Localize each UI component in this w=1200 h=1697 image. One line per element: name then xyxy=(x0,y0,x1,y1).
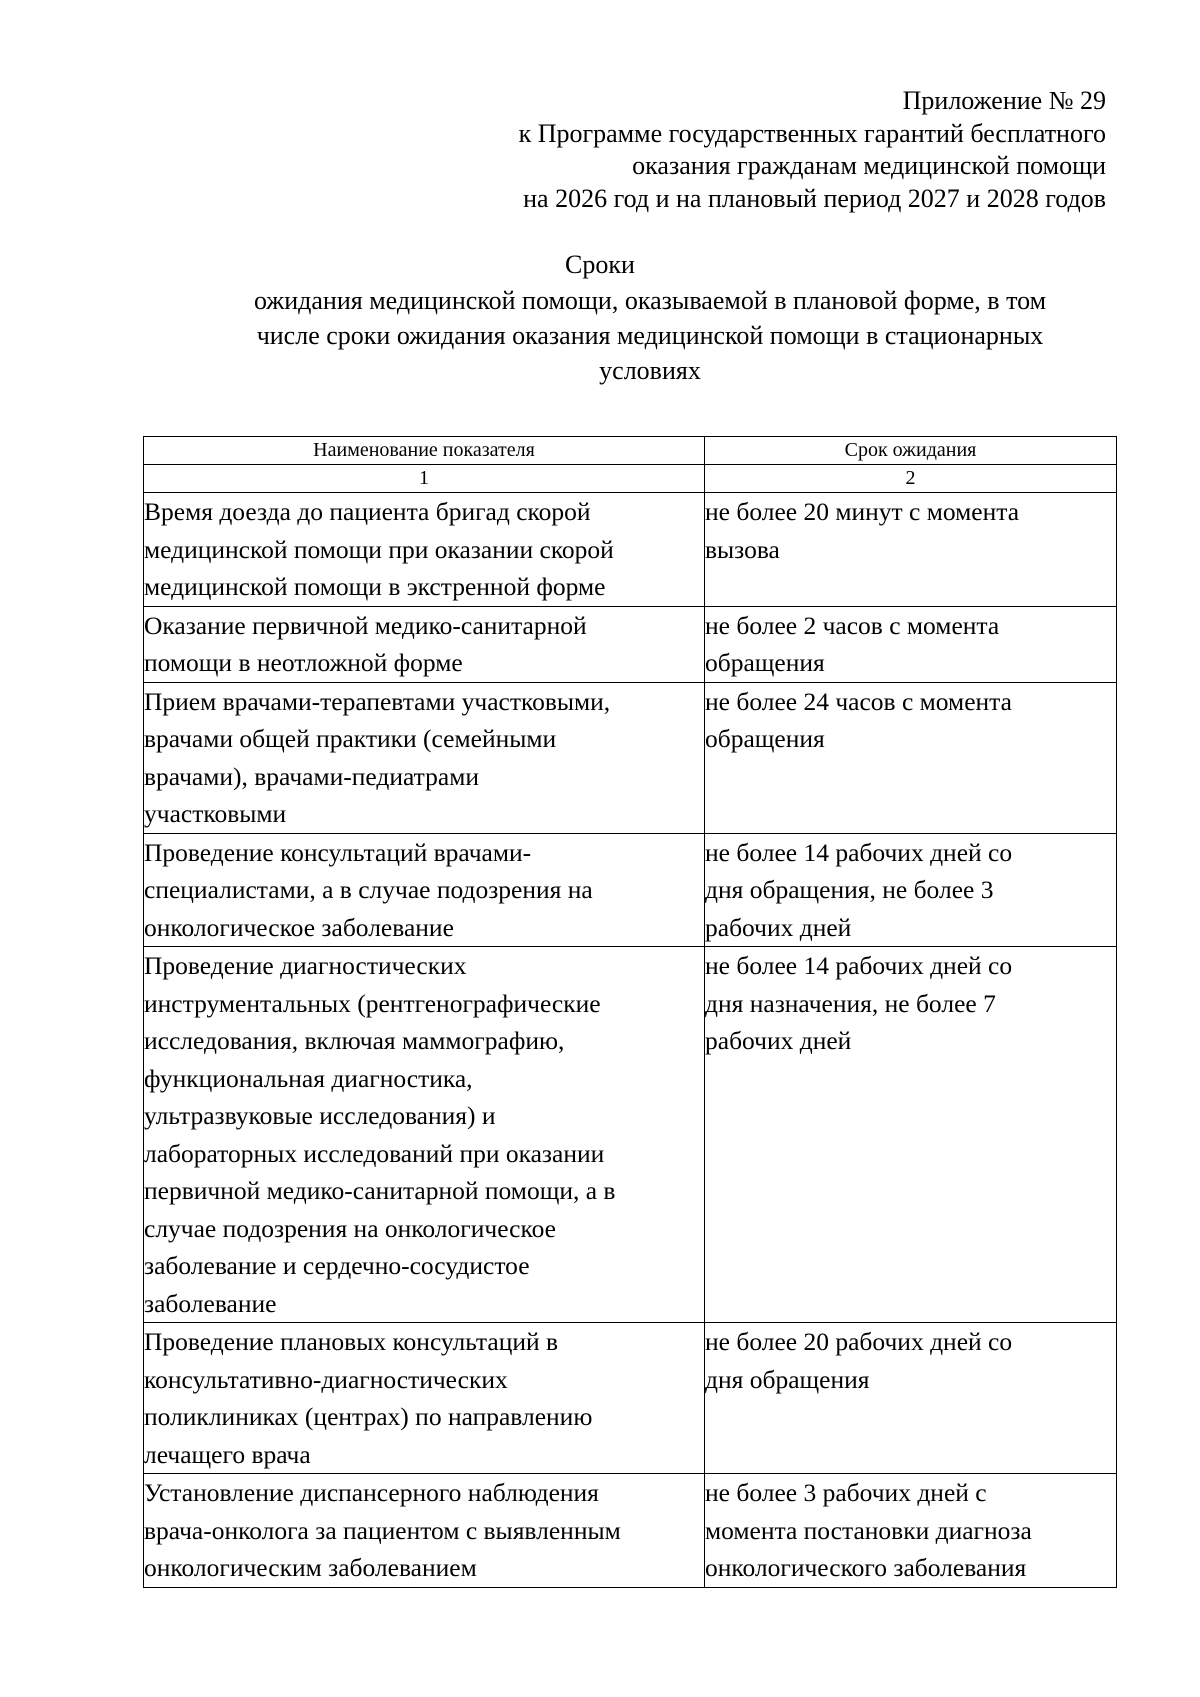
waiting-times-table xyxy=(143,436,1117,1588)
cell-line: функциональная диагностика, xyxy=(144,1063,473,1093)
appendix-reference-line-1: к Программе государственных гарантий бесплатного xyxy=(518,118,1106,148)
document-subtitle-line: условиях xyxy=(599,356,701,385)
indicator-cell xyxy=(144,1323,705,1474)
cell-line: дня обращения xyxy=(705,1364,870,1394)
document-subtitle-line: ожидания медицинской помощи, оказываемой в плановой форме, в том xyxy=(253,286,1047,315)
term-cell xyxy=(705,947,1117,1323)
cell-line: Проведение плановых консультаций в xyxy=(144,1327,559,1356)
term-cell xyxy=(705,1474,1117,1588)
indicator-cell xyxy=(144,947,705,1323)
header-indicator-name: Наименование показателя xyxy=(144,437,705,465)
column-number-2: 2 xyxy=(705,465,1117,493)
cell-line: помощи в неотложной форме xyxy=(144,648,463,677)
cell-line: медицинской помощи при оказании скорой xyxy=(144,534,614,564)
table-header-row xyxy=(144,437,1117,465)
cell-line: медицинской помощи в экстренной форме xyxy=(144,572,606,601)
cell-line: Проведение консультаций врачами- xyxy=(144,837,532,867)
cell-line: врачами общей практики (семейными xyxy=(144,724,557,753)
document-title: Сроки xyxy=(565,250,635,279)
term-cell xyxy=(705,833,1117,947)
document-subtitle xyxy=(200,283,1100,388)
cell-line: вызова xyxy=(705,534,780,564)
cell-line: консультативно-диагностических xyxy=(144,1364,508,1394)
cell-line: обращения xyxy=(705,724,825,753)
cell-line: исследования, включая маммографию, xyxy=(144,1026,565,1055)
indicator-cell xyxy=(144,493,705,607)
cell-line: момента постановки диагноза xyxy=(705,1515,1032,1545)
cell-line: не более 24 часов с момента xyxy=(705,686,1012,716)
cell-line: лабораторных исследований при оказании xyxy=(144,1138,605,1168)
cell-line: поликлиниках (центрах) по направлению xyxy=(144,1402,593,1431)
cell-line: онкологическое заболевание xyxy=(144,912,454,942)
cell-line: Оказание первичной медико-санитарной xyxy=(144,610,587,640)
appendix-reference-line-2: оказания гражданам медицинской помощи xyxy=(632,151,1106,180)
cell-line: Установление диспансерного наблюдения xyxy=(144,1478,599,1507)
appendix-header xyxy=(519,85,1106,215)
document-subtitle-line: числе сроки ожидания оказания медицинской помощи в стационарных xyxy=(256,321,1044,350)
cell-line: врачами), врачами-педиатрами xyxy=(144,761,479,791)
cell-line: участковыми xyxy=(144,799,287,828)
cell-line: не более 14 рабочих дней со xyxy=(705,951,1013,980)
cell-line: не более 20 минут с момента xyxy=(705,497,1020,526)
cell-line: дня назначения, не более 7 xyxy=(705,988,996,1018)
term-cell xyxy=(705,1323,1117,1474)
cell-line: Прием врачами-терапевтами участковыми, xyxy=(144,686,611,716)
cell-line: не более 2 часов с момента xyxy=(705,610,1000,640)
cell-line: первичной медико-санитарной помощи, а в xyxy=(144,1176,616,1205)
cell-line: дня обращения, не более 3 xyxy=(705,875,994,904)
column-number-1: 1 xyxy=(144,465,705,493)
cell-line: обращения xyxy=(705,648,825,677)
table-row xyxy=(144,1323,1117,1474)
cell-line: Проведение диагностических xyxy=(144,951,467,980)
term-cell xyxy=(705,682,1117,833)
table-row xyxy=(144,947,1117,1323)
cell-line: не более 20 рабочих дней со xyxy=(705,1327,1013,1356)
cell-line: инструментальных (рентгенографические xyxy=(144,988,601,1018)
indicator-cell xyxy=(144,1474,705,1588)
cell-line: заболевание и сердечно-сосудистое xyxy=(144,1251,530,1280)
table-row xyxy=(144,682,1117,833)
appendix-reference-line-3: на 2026 год и на плановый период 2027 и 2028 годов xyxy=(523,183,1106,213)
header-waiting-term: Срок ожидания xyxy=(705,437,1117,465)
cell-line: заболевание xyxy=(144,1288,277,1318)
appendix-number: Приложение № 29 xyxy=(902,86,1106,115)
indicator-cell xyxy=(144,833,705,947)
cell-line: случае подозрения на онкологическое xyxy=(144,1213,556,1243)
cell-line: ультразвуковые исследования) и xyxy=(144,1101,496,1130)
cell-line: рабочих дней xyxy=(705,912,852,942)
cell-line: не более 3 рабочих дней с xyxy=(705,1478,987,1507)
table-row xyxy=(144,833,1117,947)
cell-line: специалистами, а в случае подозрения на xyxy=(144,875,593,904)
cell-line: Время доезда до пациента бригад скорой xyxy=(144,497,591,526)
cell-line: не более 14 рабочих дней со xyxy=(705,837,1013,867)
column-number-row xyxy=(144,465,1117,493)
cell-line: онкологическим заболеванием xyxy=(144,1553,477,1582)
cell-line: онкологического заболевания xyxy=(705,1553,1027,1582)
table-row xyxy=(144,1474,1117,1588)
cell-line: лечащего врача xyxy=(144,1439,311,1469)
term-cell xyxy=(705,493,1117,607)
cell-line: врача-онколога за пациентом с выявленным xyxy=(144,1515,621,1545)
table-row xyxy=(144,493,1117,607)
indicator-cell xyxy=(144,606,705,682)
table-row xyxy=(144,606,1117,682)
indicator-cell xyxy=(144,682,705,833)
term-cell xyxy=(705,606,1117,682)
cell-line: рабочих дней xyxy=(705,1026,852,1055)
